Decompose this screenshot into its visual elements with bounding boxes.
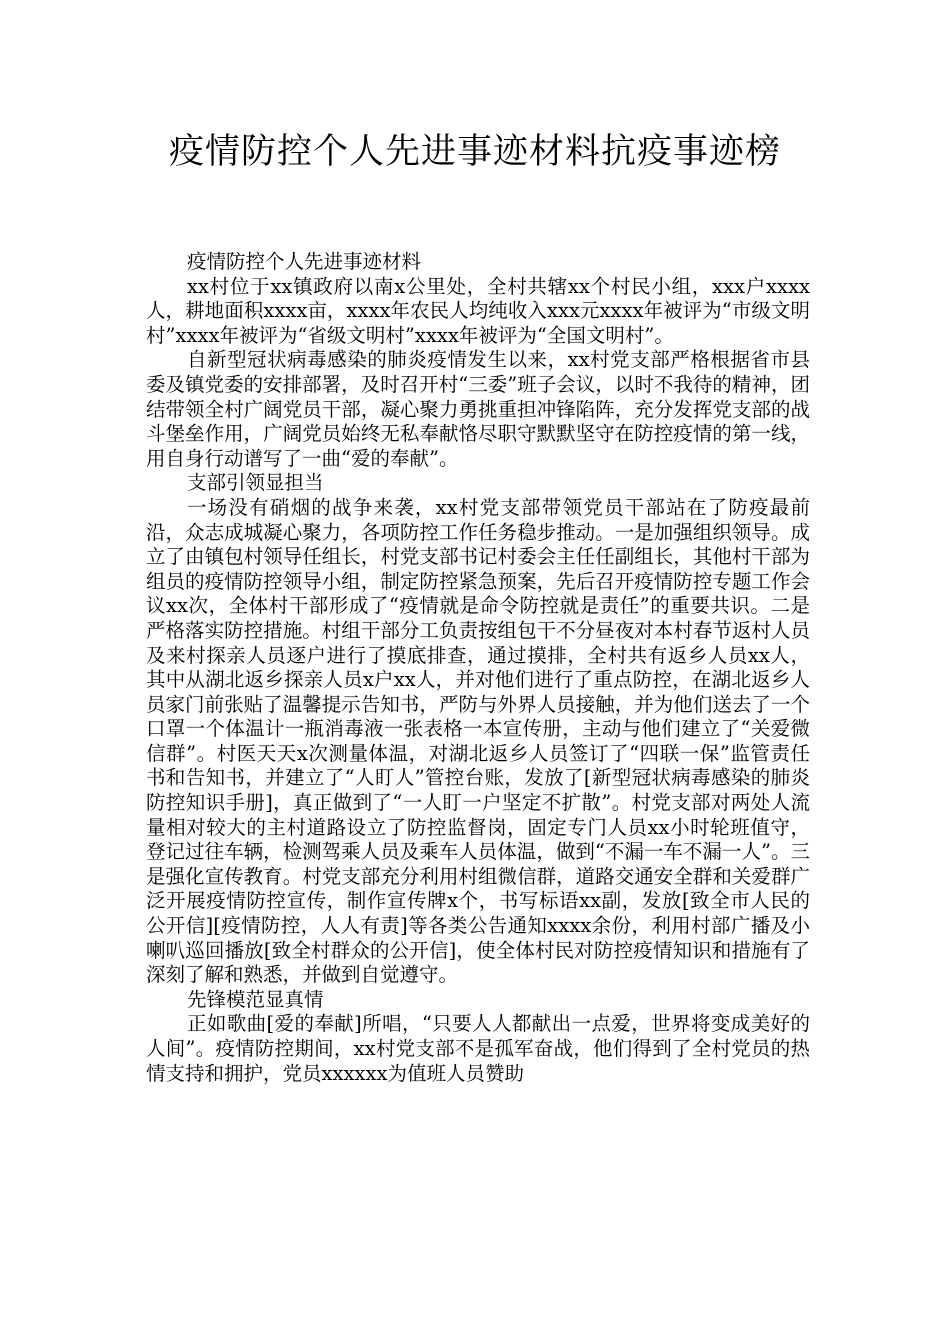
- document-title: 疫情防控个人先进事迹材料抗疫事迹榜: [168, 132, 781, 172]
- paragraph-branch-leads: 一场没有硝烟的战争来袭，xx村党支部带领党员干部站在了防疫最前沿，众志成城凝心聚力，各项防控工作任务稳步推动。一是加强组织领导。成立了由镇包村领导任组长，村党支部书记村委会主任任副组长，其他村干部为组员的疫情防控领导小组，制定防控紧急预案，先后召开疫情防控专题工作会议xx次，全体村干部形成了“疫情就是命令防控就是责任”的重要共识。二是严格落实防控措施。村组干部分工负责按组包干不分昼夜对本村春节返村人员及来村探亲人员逐户进行了摸底排查，通过摸排，全村共有返乡人员xx人，其中从湖北返乡探亲人员x户xx人，并对他们进行了重点防控，在湖北返乡人员家门前张贴了温馨提示告知书，严防与外界人员接触，并为他们送去了一个口罩一个体温计一瓶消毒液一张表格一本宣传册，主动与他们建立了“关爱微信群”。村医天天x次测量体温，对湖北返乡人员签订了“四联一保”监管责任书和告知书，并建立了“人盯人”管控台账，发放了[新型冠状病毒感染的肺炎防控知识手册]，真正做到了“一人盯一户坚定不扩散”。村党支部对两处人流量相对较大的主村道路设立了防控监督岗，固定专门人员xx小时轮班值守，登记过往车辆，检测驾乘人员及乘车人员体温，做到“不漏一车不漏一人”。三是强化宣传教育。村党支部充分利用村组微信群，道路交通安全群和关爱群广泛开展疫情防控宣传，制作宣传牌x个，书写标语xx副，发放[致全市人民的公开信][疫情防控，人人有责]等各类公告通知xxxx余份，利用村部广播及小喇叭巡回播放[致全村群众的公开信]，使全体村民对防控疫情知识和措施有了深刻了解和熟悉，并做到自觉遵守。: [146, 495, 810, 987]
- section-heading-vanguard: 先锋模范显真情: [186, 987, 324, 1011]
- paragraph-vanguard: 正如歌曲[爱的奉献]所唱，“只要人人都献出一点爱，世界将变成美好的人间”。疫情防控期间，xx村党支部不是孤军奋战，他们得到了全村党员的热情支持和拥护，党员xxxxxx为值班人员赞助: [146, 1012, 810, 1085]
- document-body: [146, 250, 810, 1086]
- paragraph-village-intro: xx村位于xx镇政府以南x公里处，全村共辖xx个村民小组，xxx户xxxx人，耕地面积xxxx亩，xxxx年农民人均纯收入xxx元xxxx年被评为“市级文明村”xxxx年被评为“省级文明村”xxxx年被评为“全国文明村”。: [146, 274, 810, 347]
- paragraph-epidemic-response: 自新型冠状病毒感染的肺炎疫情发生以来，xx村党支部严格根据省市县委及镇党委的安排部署，及时召开村“三委”班子会议，以时不我待的精神，团结带领全村广阔党员干部，凝心聚力勇挑重担冲锋陷阵，充分发挥党支部的战斗堡垒作用，广阔党员始终无私奉献恪尽职守默默坚守在防控疫情的第一线，用自身行动谱写了一曲“爱的奉献”。: [146, 348, 810, 470]
- paragraph-subtitle: 疫情防控个人先进事迹材料: [186, 250, 421, 273]
- section-heading-branch-leads: 支部引领显担当: [186, 471, 324, 495]
